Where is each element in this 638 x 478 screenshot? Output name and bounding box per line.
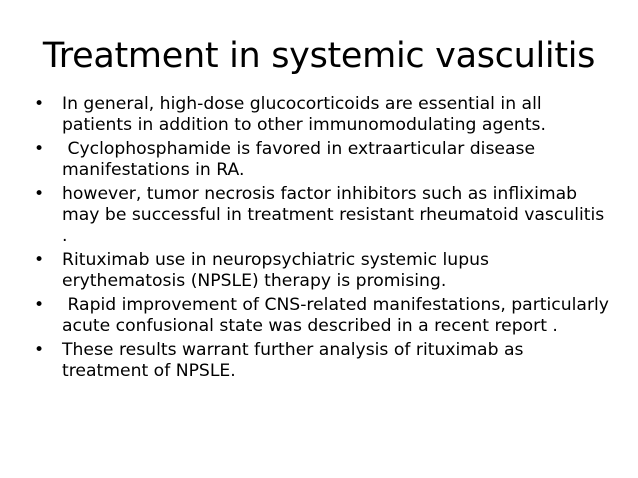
slide-title: Treatment in systemic vasculitis xyxy=(42,36,596,76)
bullet-text: however, tumor necrosis factor inhibitors such as infliximab may be successful in treatment resistant rheumatoid vasculitis . xyxy=(62,184,605,246)
bullet-icon: • xyxy=(34,250,45,270)
bullet-item xyxy=(34,340,612,382)
bullet-text: Rituximab use in neuropsychiatric systemic lupus erythematosis (NPSLE) therapy is promising. xyxy=(62,250,489,291)
bullet-text: In general, high-dose glucocorticoids are essential in all patients in addition to other immunomodulating agents. xyxy=(62,94,546,135)
bullet-text: Cyclophosphamide is favored in extraarticular disease manifestations in RA. xyxy=(62,139,541,180)
bullet-icon: • xyxy=(34,139,45,159)
bullet-text: Rapid improvement of CNS-related manifestations, particularly acute confusional state was described in a recent report . xyxy=(62,295,615,336)
bullet-icon: • xyxy=(34,184,45,204)
bullet-icon: • xyxy=(34,94,45,114)
bullet-item xyxy=(34,184,612,247)
bullet-item xyxy=(34,94,612,136)
bullet-icon: • xyxy=(34,295,45,315)
bullet-text: These results warrant further analysis of rituximab as treatment of NPSLE. xyxy=(62,340,524,381)
bullet-icon: • xyxy=(34,340,45,360)
bullet-item xyxy=(34,139,612,181)
bullet-item xyxy=(34,295,615,337)
bullet-item xyxy=(34,250,612,292)
bullet-list xyxy=(34,94,615,385)
